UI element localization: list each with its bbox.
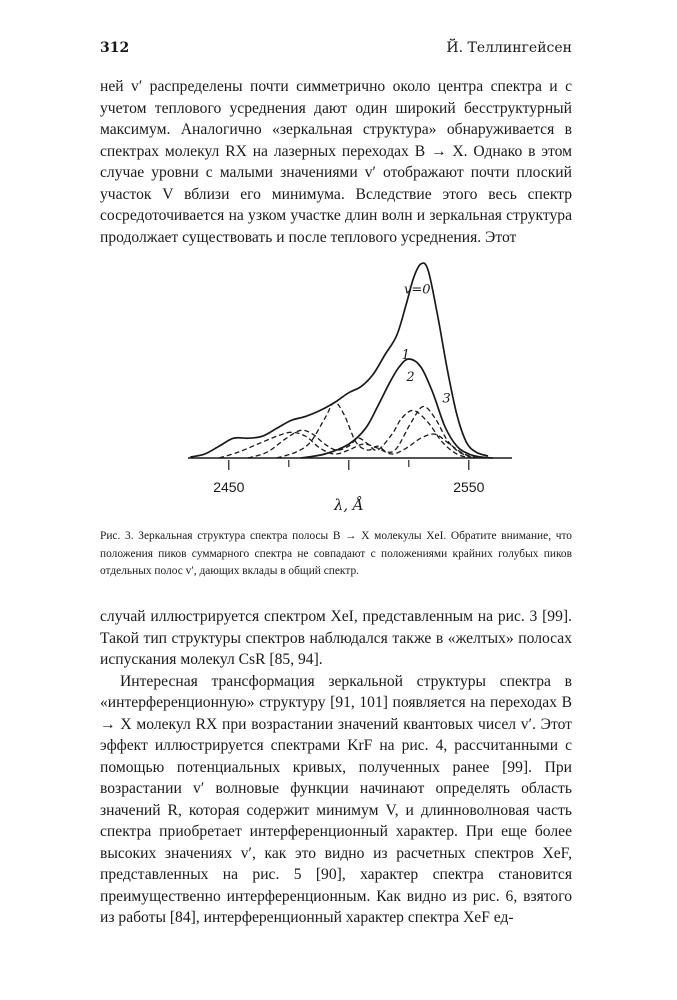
series-annotation-1: 1 — [401, 348, 410, 363]
x-tick-label-2450: 2450 — [213, 479, 245, 495]
figure-caption: Рис. 3. Зеркальная структура спектра полосы B → X молекулы XeI. Обратите внимание, что положения пиков суммарного спектра не совпадают с положениями крайних голубых пиков отдельных полос v′, дающих вклады в общий спектр. — [100, 530, 572, 577]
paragraph: Интересная трансформация зеркальной структуры спектра в «интерференционную» структуру [91, 101] появляется на переходах B → X молекул RX при возрастании значений квантовых чисел v′. Этот эффект иллюстрируется спектрами KrF на рис. 4, рассчитанными с помощью потенциальных кривых, полученных ранее [99]. При возрастании v′ волновые функции начинают определять область значений R, которая содержит минимум V, и длинноволновая часть спектра приобретает интерференционный характер. При еще более высоких значениях v′, как это видно из расчетных спектров XeF, представленных на рис. 5 [90], характер спектра становится преимущественно интерференционным. Как видно из рис. 6, взятого из работы [84], интерференционный характер спектра XeF ед- — [100, 672, 572, 926]
running-head: Й. Теллингейсен — [446, 40, 572, 56]
series-annotation-0: v=0 — [404, 282, 431, 298]
page-number: 312 — [100, 40, 130, 56]
series-line-0 — [190, 263, 488, 457]
page-header — [100, 40, 572, 60]
figure-3-spectrum — [180, 250, 520, 515]
paragraph: ней v′ распределены почти симметрично около центра спектра и с учетом теплового усреднения дают один широкий бесструктурный максимум. Аналогично «зеркальная структура» обнаруживается в спектрах молекул RX на лазерных переходах B → X. Однако в этом случае уровни с малыми значениями v′ отображают почти плоский участок V вблизи его минимума. Вследствие этого весь спектр сосредоточивается на узком участке длин волн и зеркальная структура продолжает существовать и после теплового усреднения. Этот — [100, 78, 572, 246]
body-text-bottom — [100, 606, 572, 929]
x-tick-label-2550: 2550 — [453, 479, 485, 495]
spectrum-chart — [180, 250, 520, 515]
series-annotation-3: 3 — [442, 391, 451, 407]
x-axis-label: λ, Å — [333, 496, 364, 514]
series-line-4 — [219, 432, 478, 458]
body-text-top — [100, 76, 572, 248]
series-annotation-2: 2 — [406, 369, 415, 385]
paragraph: случай иллюстрируется спектром XeI, представленным на рис. 3 [99]. Такой тип структуры спектров наблюдался также в «желтых» полосах испускания молекул CsR [85, 94]. — [100, 608, 572, 668]
